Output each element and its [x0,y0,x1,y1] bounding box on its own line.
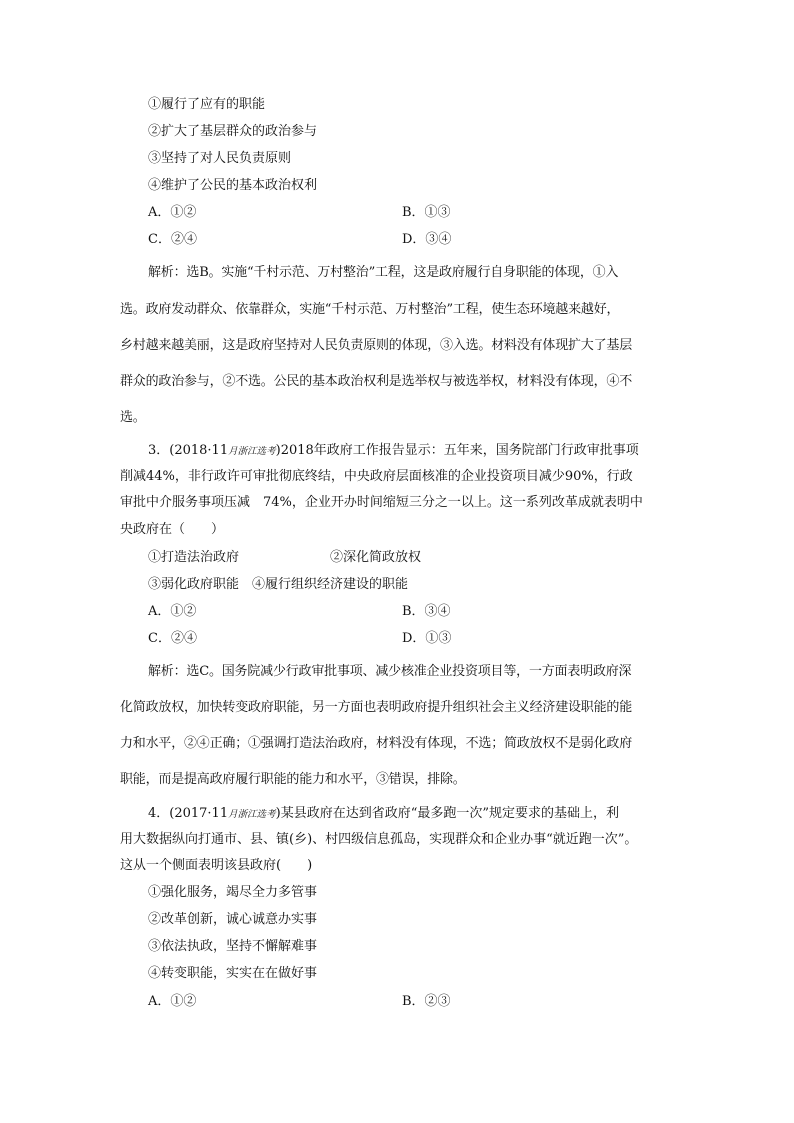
question-number: 4．(2017·11 [148,806,229,821]
source-tag: 月浙江选考 [228,809,276,820]
option-c: C．②④ [148,631,197,646]
question-4-first-line [148,805,619,824]
question-text-line: 削减44%，非行政许可审批彻底终结，中央政府层面核准的企业投资项目减少90%，行政 [120,469,633,484]
statement-2: ②扩大了基层群众的政治参与 [148,124,318,139]
option-b: B．②③ [402,994,451,1009]
statement-3: ③依法执政，坚持不懈解难事 [148,939,318,954]
question-text-line: 审批中介服务事项压减 74%，企业开办时间缩短三分之一以上。这一系列改革成就表明中 [120,495,643,510]
statement-2: ②改革创新，诚心诚意办实事 [148,912,318,927]
option-b: B．①③ [402,205,451,220]
statement-1: ①履行了应有的职能 [148,97,266,112]
question-text: )某县政府在达到省政府“最多跑一次”规定要求的基础上，利 [275,806,619,821]
option-a: A．①② [148,205,197,220]
question-text-line: 这从一个侧面表明该县政府( ) [120,858,313,873]
statement-row: ③弱化政府职能 ④履行组织经济建设的职能 [148,577,409,592]
analysis-line: 职能，而是提高政府履行职能的能力和水平，③错误，排除。 [120,772,466,787]
option-a: A．①② [148,604,197,619]
analysis-line: 化简政放权，加快转变政府职能，另一方面也表明政府提升组织社会主义经济建设职能的能 [120,700,633,715]
statement-2: ②深化简政放权 [330,550,422,565]
statement-3: ③坚持了对人民负责原则 [148,151,292,166]
option-c: C．②④ [148,232,197,247]
question-3-first-line [148,442,639,461]
question-text-line: 用大数据纵向打通市、县、镇(乡)、村四级信息孤岛，实现群众和企业办事“就近跑一次”。 [120,832,638,847]
statement-4: ④维护了公民的基本政治权利 [148,178,318,193]
source-tag: 月浙江选考 [228,446,276,457]
statement-4: ④转变职能，实实在在做好事 [148,966,318,981]
analysis-line: 群众的政治参与，②不选。公民的基本政治权利是选举权与被选举权，材料没有体现，④不 [120,374,633,389]
statement-1: ①打造法治政府 [148,550,240,565]
analysis-line: 乡村越来越美丽，这是政府坚持对人民负责原则的体现，③入选。材料没有体现扩大了基层 [120,338,633,353]
analysis-line: 解析：选B。实施“千村示范、万村整治”工程，这是政府履行自身职能的体现，①入 [148,265,619,280]
question-number: 3．(2018·11 [148,443,229,458]
analysis-line: 选。政府发动群众、依靠群众，实施“千村示范、万村整治”工程，使生态环境越来越好， [120,302,620,317]
analysis-line: 力和水平，②④正确；①强调打造法治政府，材料没有体现，不选；简政放权不是弱化政府 [120,736,633,751]
option-b: B．③④ [402,604,451,619]
option-d: D．③④ [402,232,452,247]
question-text: )2018年政府工作报告显示：五年来，国务院部门行政审批事项 [275,443,639,458]
analysis-line: 选。 [120,410,146,425]
analysis-line: 解析：选C。国务院减少行政审批事项、减少核准企业投资项目等，一方面表明政府深 [148,664,632,679]
option-a: A．①② [148,994,197,1009]
question-text-line: 央政府在（ ） [120,522,225,537]
option-d: D．①③ [402,631,452,646]
statement-1: ①强化服务，竭尽全力多管事 [148,885,318,900]
